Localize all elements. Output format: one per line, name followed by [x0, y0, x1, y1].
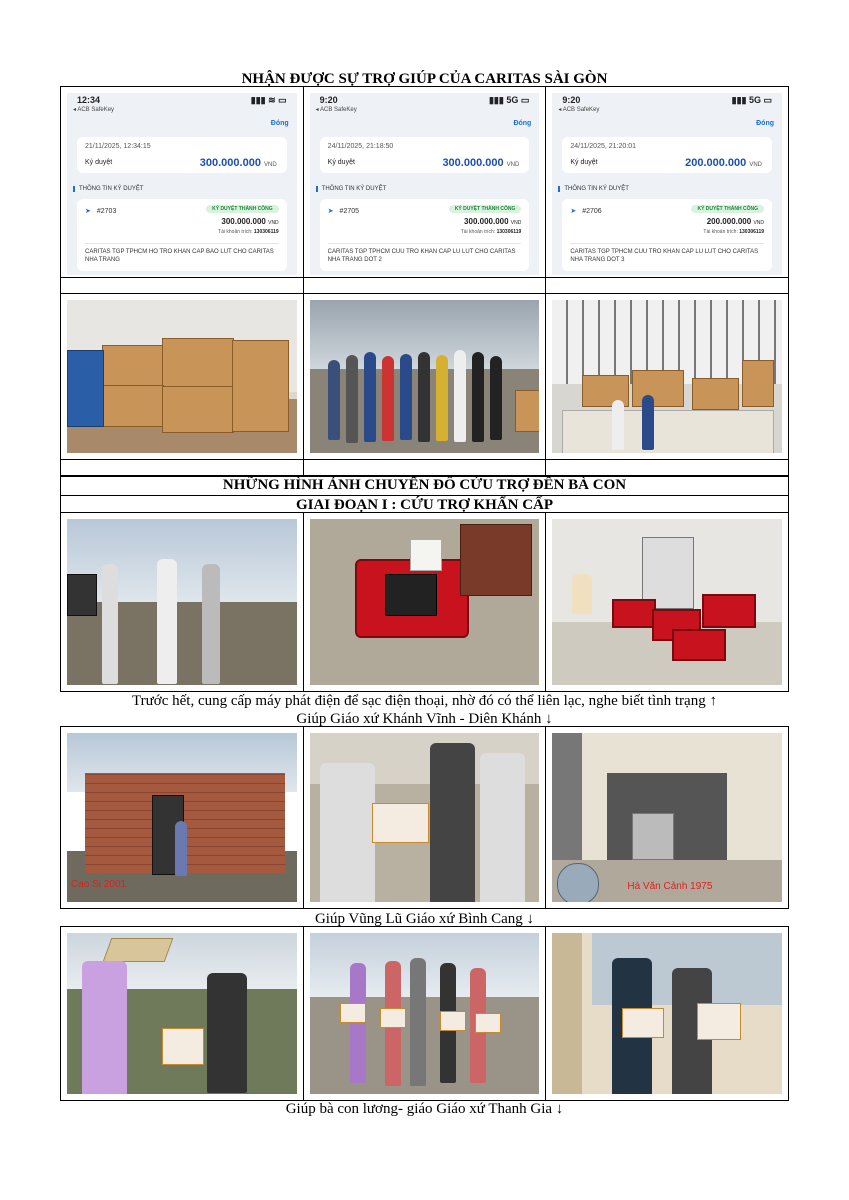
photo-cell	[545, 927, 788, 1100]
amount: 300.000.000 VND	[199, 157, 277, 169]
photo-cell	[545, 513, 788, 691]
approve-label: Ký duyệt	[85, 159, 113, 166]
detail-card	[320, 199, 530, 271]
boxes-photo	[67, 300, 297, 453]
amount: 200.000.000 VND	[685, 157, 763, 169]
street-photo	[67, 519, 297, 685]
clock: 12:34	[77, 95, 101, 105]
photo-cell	[545, 294, 788, 459]
receipt-screenshot	[67, 93, 297, 275]
detail-amount: 300.000.000 VND	[464, 217, 522, 226]
khanh-vinh-photo-table	[60, 726, 789, 909]
signal-icon: ▮▮▮ 5G ▭	[488, 95, 530, 105]
close-button[interactable]: Đóng	[513, 120, 532, 127]
amount: 300.000.000 VND	[442, 157, 520, 169]
church-porch-photo	[552, 933, 782, 1094]
generator-photo-table	[60, 512, 789, 692]
detail-card	[77, 199, 287, 271]
clock: 9:20	[319, 95, 338, 105]
photo-label-left: Cao Si 2001	[71, 879, 127, 890]
transaction-date: 24/11/2025, 21:20:01	[570, 143, 636, 150]
mid-heading-2: GIAI ĐOẠN I : CỨU TRỢ KHẨN CẤP	[61, 495, 788, 514]
detail-amount: 300.000.000 VND	[221, 217, 279, 226]
bicycle-photo	[67, 933, 297, 1094]
send-icon: ➤	[570, 208, 577, 215]
photo-row	[61, 513, 788, 691]
receipt-cell	[61, 87, 303, 277]
transfer-description: CARITAS TGP TPHCM HO TRO KHAN CAP BAO LUT CHO CARITAS NHA TRANG	[85, 243, 279, 264]
app-name: ◂ ACB SafeKey	[315, 107, 357, 113]
empty-cell	[545, 460, 788, 476]
app-name: ◂ ACB SafeKey	[73, 107, 115, 113]
empty-cell	[303, 460, 546, 476]
status-bar	[310, 93, 540, 106]
photo-row	[61, 727, 788, 908]
families-photo	[310, 933, 540, 1094]
app-name: ◂ ACB SafeKey	[558, 107, 600, 113]
top-heading: NHẬN ĐƯỢC SỰ TRỢ GIÚP CỦA CARITAS SÀI GÒN	[241, 71, 608, 87]
transfer-description: CARITAS TGP TPHCM CUU TRO KHAN CAP LU LUT CHO CARITAS NHA TRANG DOT 3	[570, 243, 764, 264]
generators-room-photo	[552, 519, 782, 685]
photo-cell	[61, 927, 303, 1100]
photo-row	[61, 927, 788, 1100]
generator-photo	[310, 519, 540, 685]
receipt-cell	[545, 87, 788, 277]
empty-row	[61, 459, 788, 476]
receipts-row	[61, 87, 788, 277]
photo-row	[61, 294, 788, 459]
photo-cell	[303, 727, 546, 908]
photo-label-right: Hà Văn Cảnh 1975	[627, 881, 713, 892]
transaction-id: ➤ #2705	[327, 208, 360, 215]
handover-photo	[310, 733, 540, 902]
send-icon: ➤	[327, 208, 334, 215]
photo-cell	[61, 294, 303, 459]
transaction-id: ➤ #2706	[570, 208, 602, 215]
caption-generators: Trước hết, cung cấp máy phát điện để sạc điện thoại, nhờ đó có thể liên lạc, nghe biết tình trạng ↑	[132, 693, 717, 709]
send-icon: ➤	[85, 208, 91, 215]
receipt-screenshot	[310, 93, 540, 275]
summary-card	[320, 137, 530, 173]
status-badge: KÝ DUYỆT THÀNH CÔNG	[691, 205, 764, 213]
caption-khanh-vinh: Giúp Giáo xứ Khánh Vĩnh - Diên Khánh ↓	[296, 711, 553, 727]
detail-amount: 200.000.000 VND	[706, 217, 765, 226]
status-bar	[67, 93, 297, 106]
signal-icon: ▮▮▮ 5G ▭	[731, 95, 773, 105]
photo-cell	[61, 727, 303, 908]
transaction-date: 24/11/2025, 21:18:50	[327, 143, 394, 150]
photo-cell	[545, 727, 788, 908]
mid-heading-box	[60, 475, 789, 513]
truck-loading-photo	[552, 300, 782, 453]
status-badge: KÝ DUYỆT THÀNH CÔNG	[449, 205, 522, 213]
photo-cell	[303, 513, 546, 691]
account-info: Tài khoản trích: 130306119	[703, 229, 765, 235]
signal-icon: ▮▮▮ ≋ ▭	[250, 95, 287, 105]
transaction-date: 21/11/2025, 12:34:15	[85, 143, 151, 150]
mid-heading-1: NHỮNG HÌNH ẢNH CHUYỂN ĐỒ CỨU TRỢ ĐẾN BÀ CON	[222, 477, 627, 493]
empty-cell	[61, 460, 303, 476]
group-photo	[310, 300, 540, 453]
close-button[interactable]: Đóng	[270, 120, 289, 127]
status-badge: KÝ DUYỆT THÀNH CÔNG	[206, 205, 279, 213]
account-info: Tài khoản trích: 130306119	[218, 229, 279, 235]
photo-cell	[61, 513, 303, 691]
approve-label: Ký duyệt	[327, 159, 355, 166]
caption-thanh-gia: Giúp bà con lương- giáo Giáo xứ Thanh Gia ↓	[285, 1101, 564, 1117]
photo-cell	[303, 294, 546, 459]
clock: 9:20	[562, 95, 581, 105]
section-title: THÔNG TIN KÝ DUYỆT	[73, 186, 144, 192]
transaction-id: ➤ #2703	[85, 208, 117, 215]
photo-cell	[303, 927, 546, 1100]
close-button[interactable]: Đóng	[756, 120, 775, 127]
summary-card	[77, 137, 287, 173]
detail-card	[562, 199, 772, 271]
section-title: THÔNG TIN KÝ DUYỆT	[558, 186, 629, 192]
receipt-cell	[303, 87, 546, 277]
receipt-screenshot	[552, 93, 782, 275]
status-bar	[552, 93, 782, 106]
summary-card	[562, 137, 772, 173]
brick-house-photo	[67, 733, 297, 902]
section-title: THÔNG TIN KÝ DUYỆT	[316, 186, 387, 192]
account-info: Tài khoản trích: 130306119	[460, 229, 522, 235]
house-interior-photo	[552, 733, 782, 902]
approve-label: Ký duyệt	[570, 159, 598, 166]
binh-cang-photo-table	[60, 926, 789, 1101]
transfer-description: CARITAS TGP TPHCM CUU TRO KHAN CAP LU LUT CHO CARITAS NHA TRANG DOT 2	[328, 243, 522, 264]
goods-photo-table	[60, 293, 789, 477]
receipts-table	[60, 86, 789, 294]
caption-binh-cang: Giúp Vũng Lũ Giáo xứ Bình Cang ↓	[314, 911, 535, 927]
